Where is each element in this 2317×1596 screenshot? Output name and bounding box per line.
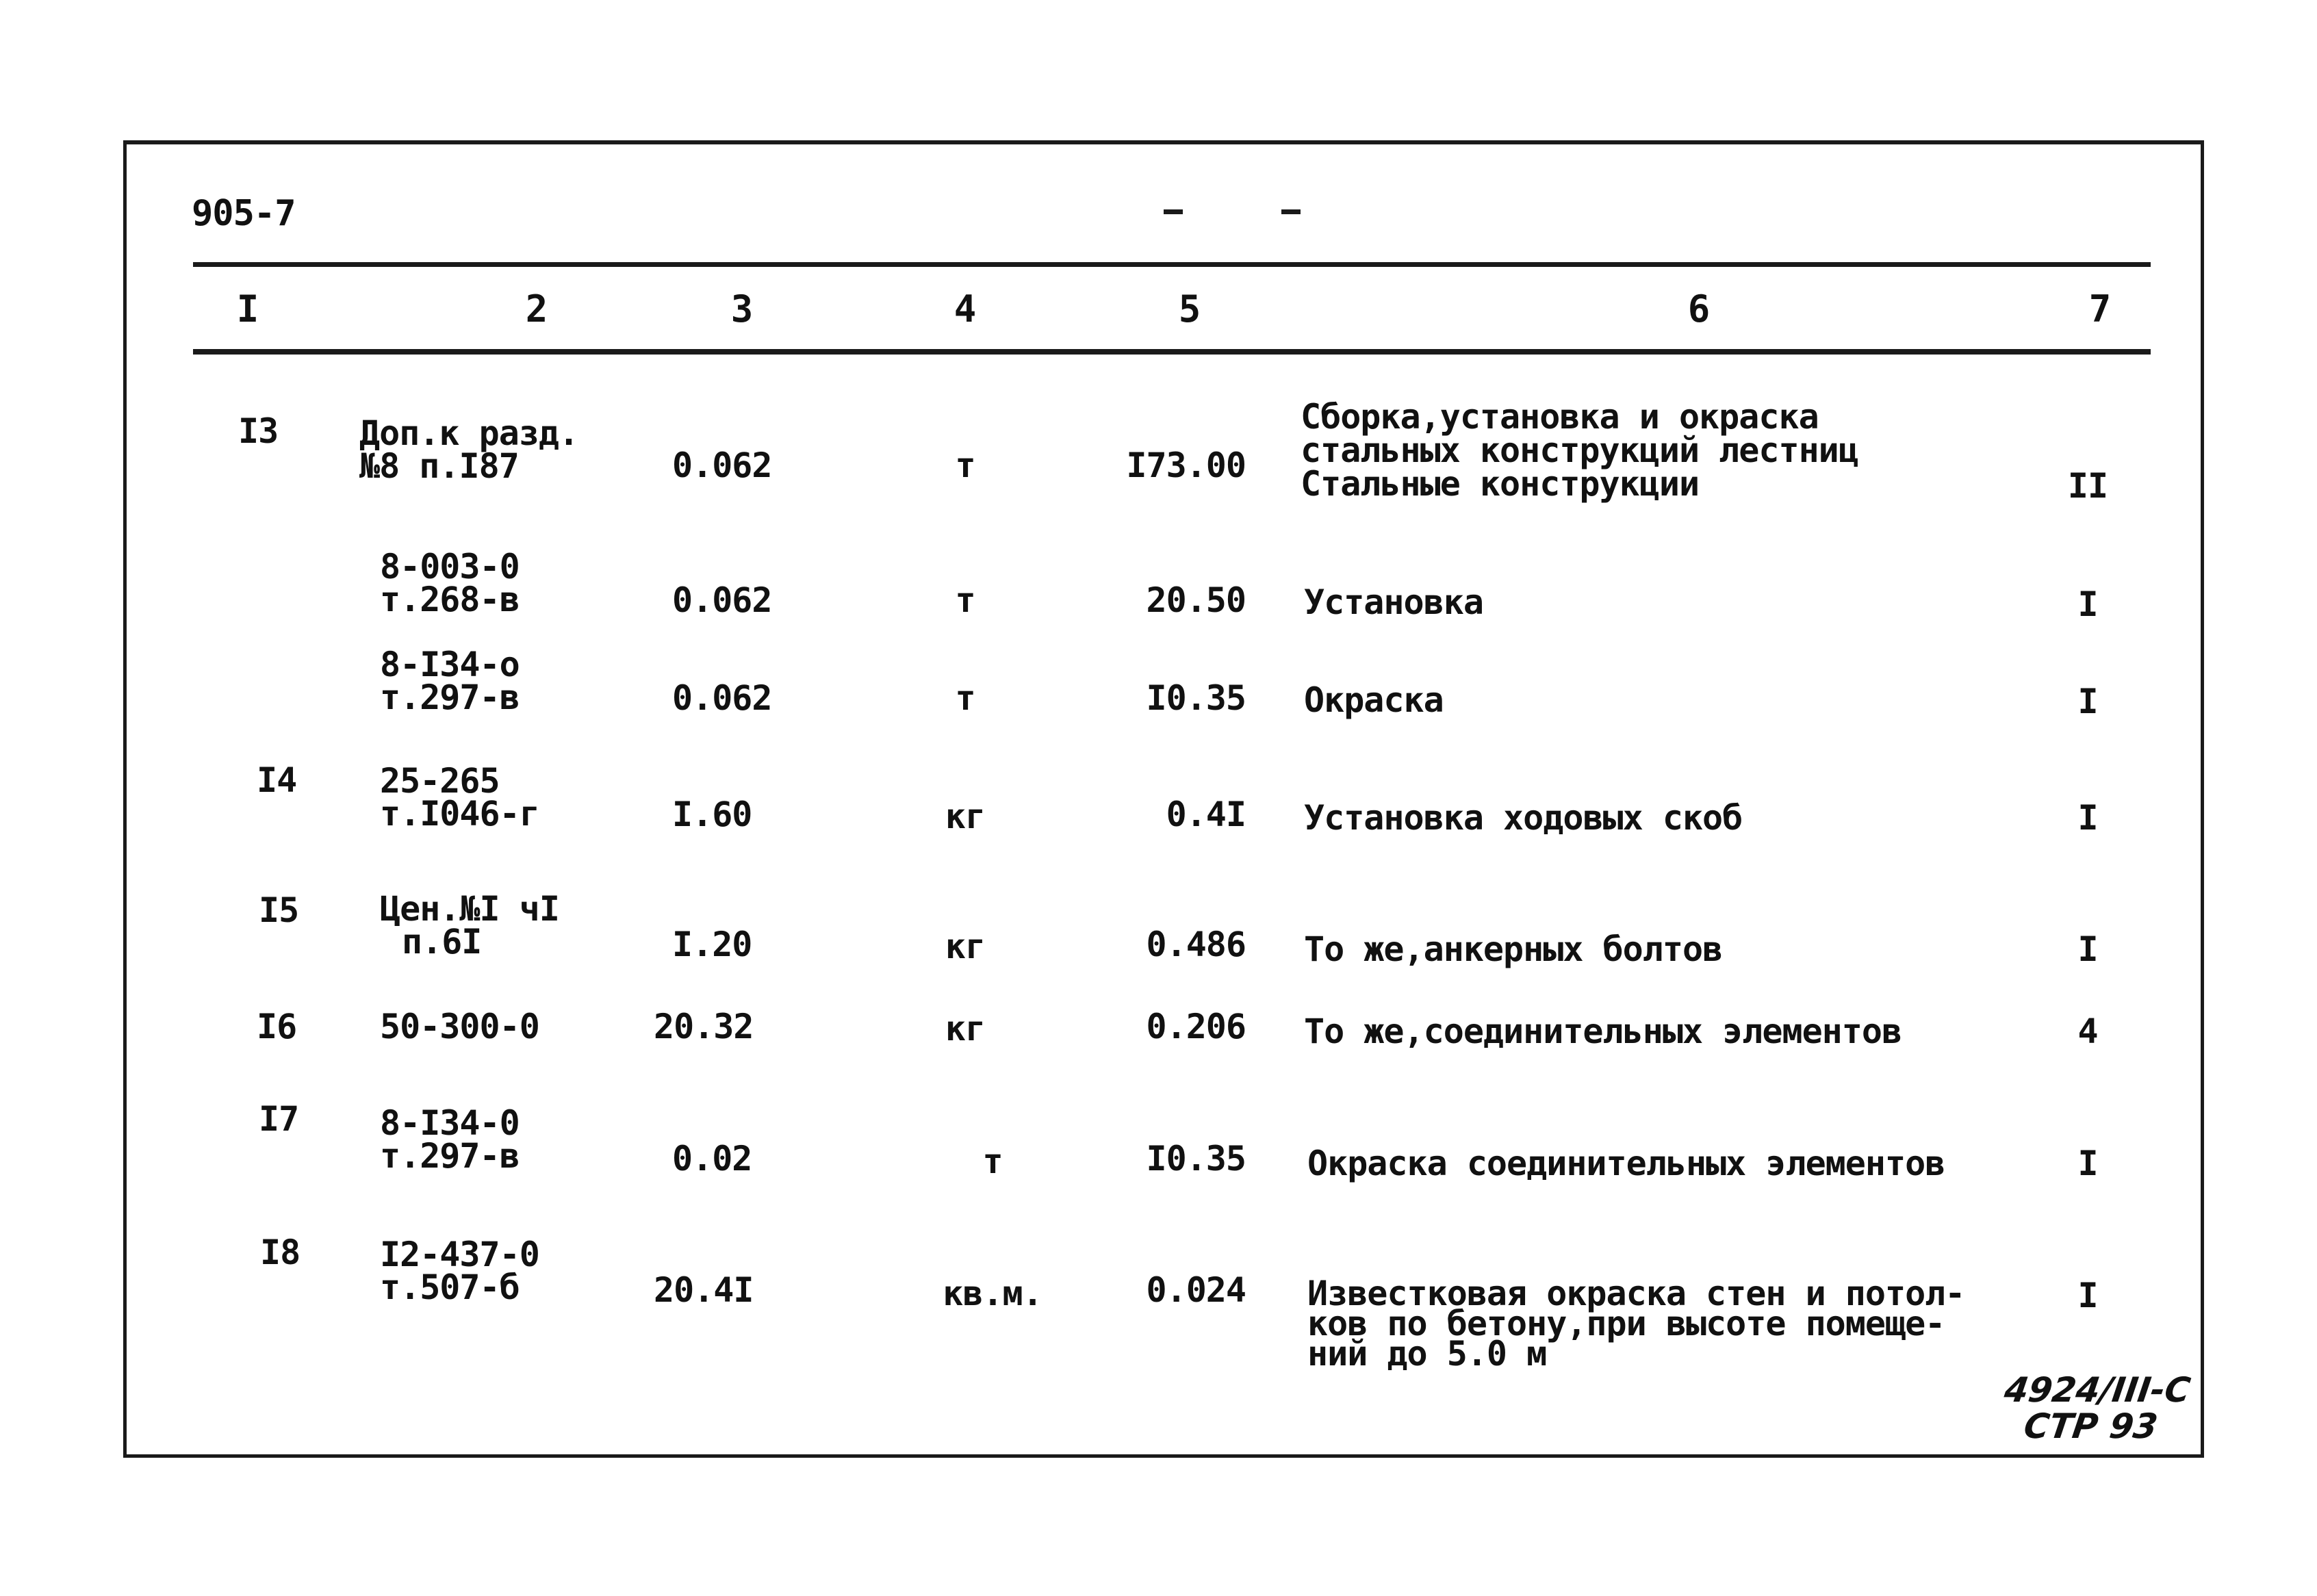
quantity: 20.32: [654, 1007, 754, 1046]
work-description: Сборка,установка и окраска стальных конструкций лестниц Стальные конструкции: [1301, 397, 1858, 504]
handwritten-archive-note: 4924/III-C СТР 93: [2001, 1370, 2193, 1446]
col-header-4: 4: [953, 287, 977, 331]
unit-price: I0.35: [1146, 1139, 1246, 1179]
category: 4: [2077, 1012, 2098, 1051]
work-description: То же,анкерных болтов: [1304, 929, 1723, 969]
unit: т: [955, 446, 975, 485]
norm-reference: Доп.к разд. №8 п.I87: [359, 413, 579, 486]
row-number: I8: [260, 1233, 300, 1272]
category: I: [2077, 798, 2098, 838]
work-description: Установка: [1304, 582, 1483, 622]
norm-reference: 50-300-0: [380, 1007, 539, 1046]
norm-reference: I2-437-0 т.507-б: [380, 1235, 539, 1307]
unit: кв.м.: [943, 1274, 1042, 1313]
quantity: 0.062: [672, 678, 772, 718]
header-dash-1: [1164, 209, 1183, 214]
col-header-3: 3: [730, 287, 754, 331]
quantity: I.20: [672, 925, 752, 964]
quantity: 20.4I: [654, 1270, 754, 1310]
table-header-rule: [193, 349, 2151, 355]
quantity: I.60: [672, 795, 752, 834]
document-code: 905-7: [192, 193, 296, 234]
unit: т: [982, 1142, 1003, 1181]
category: I: [2077, 682, 2098, 721]
row-number: I4: [257, 760, 297, 800]
norm-reference: 8-I34-0 т.297-в: [380, 1103, 520, 1176]
category: I: [2077, 1276, 2098, 1315]
unit-price: I73.00: [1126, 446, 1246, 485]
norm-reference: 8-003-0 т.268-в: [380, 547, 520, 619]
category: I: [2077, 1144, 2098, 1183]
category: I: [2077, 584, 2098, 624]
work-description: Известковая окраска стен и потол- ков по бетону,при высоте помеще- ний до 5.0 м: [1307, 1274, 1965, 1374]
unit-price: I0.35: [1146, 678, 1246, 718]
quantity: 0.02: [672, 1139, 752, 1179]
row-number: I7: [259, 1099, 299, 1139]
unit: кг: [945, 927, 986, 966]
row-number: I3: [238, 411, 279, 451]
row-number: I6: [257, 1007, 297, 1046]
norm-reference: 8-I34-о т.297-в: [380, 645, 520, 717]
work-description: Окраска соединительных элементов: [1307, 1144, 1945, 1183]
category: I: [2077, 929, 2098, 969]
work-description: Окраска: [1304, 680, 1444, 720]
col-header-7: 7: [2088, 287, 2112, 331]
norm-reference: 25-265 т.I046-г: [380, 761, 539, 834]
col-header-5: 5: [1178, 287, 1201, 331]
quantity: 0.062: [672, 580, 772, 620]
unit: т: [955, 580, 975, 620]
col-header-1: I: [236, 287, 259, 331]
unit: кг: [945, 1009, 986, 1048]
unit-price: 20.50: [1146, 580, 1246, 620]
work-description: Установка ходовых скоб: [1304, 798, 1743, 838]
col-header-6: 6: [1687, 287, 1711, 331]
work-description: То же,соединительных элементов: [1304, 1012, 1902, 1051]
col-header-2: 2: [525, 287, 548, 331]
category: II: [2067, 466, 2108, 506]
unit-price: 0.206: [1146, 1007, 1246, 1046]
header-dash-2: [1281, 209, 1301, 214]
unit-price: 0.024: [1146, 1270, 1246, 1310]
row-number: I5: [259, 890, 299, 930]
unit: т: [955, 678, 975, 718]
quantity: 0.062: [672, 446, 772, 485]
unit: кг: [945, 797, 986, 836]
norm-reference: Цен.№I чI п.6I: [380, 889, 559, 962]
unit-price: 0.486: [1146, 925, 1246, 964]
unit-price: 0.4I: [1166, 795, 1246, 834]
table-top-rule: [193, 262, 2151, 267]
